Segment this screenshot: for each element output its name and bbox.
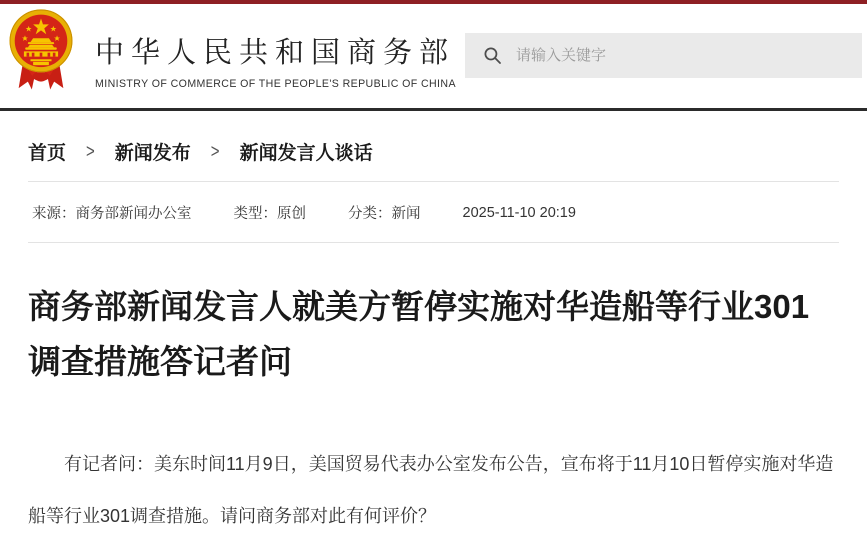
site-header [0, 4, 867, 108]
meta-type [234, 202, 307, 223]
meta-source-label: 来源： [32, 206, 76, 222]
meta-type-value: 原创 [277, 206, 306, 222]
meta-source-value: 商务部新闻办公室 [75, 206, 192, 222]
article-body [28, 438, 839, 542]
site-subtitle: MINISTRY OF COMMERCE OF THE PEOPLE'S REPUBLIC OF CHINA [95, 78, 456, 90]
site-brand [95, 30, 456, 90]
chevron-right-icon: > [210, 140, 220, 163]
breadcrumb-spokesperson-remarks[interactable]: 新闻发言人谈话 [239, 143, 373, 164]
meta-datetime: 2025-11-10 20:19 [462, 204, 576, 221]
national-emblem-logo [8, 8, 74, 100]
meta-category-label: 分类： [348, 206, 392, 222]
article-meta [28, 182, 839, 243]
page-content [0, 111, 867, 542]
article-title: 商务部新闻发言人就美方暂停实施对华造船等行业301调查措施答记者问 [28, 288, 810, 381]
search-box[interactable] [465, 33, 862, 78]
article-paragraph: 有记者问：美东时间11月9日，美国贸易代表办公室发布公告，宣布将于11月10日暂停实施对华造船等行业301调查措施。请问商务部对此有何评价？ [28, 453, 834, 527]
national-emblem-icon [8, 8, 74, 100]
meta-type-label: 类型： [233, 206, 277, 222]
search-icon [483, 46, 502, 65]
breadcrumb-news-release[interactable]: 新闻发布 [114, 143, 191, 164]
site-title: 中华人民共和国商务部 [95, 37, 456, 69]
breadcrumb [28, 111, 839, 182]
meta-source [32, 202, 192, 223]
meta-category-value: 新闻 [391, 206, 421, 222]
meta-category [348, 202, 421, 223]
breadcrumb-home[interactable]: 首页 [28, 143, 67, 164]
chevron-right-icon: > [86, 140, 95, 163]
search-input[interactable] [516, 47, 848, 64]
